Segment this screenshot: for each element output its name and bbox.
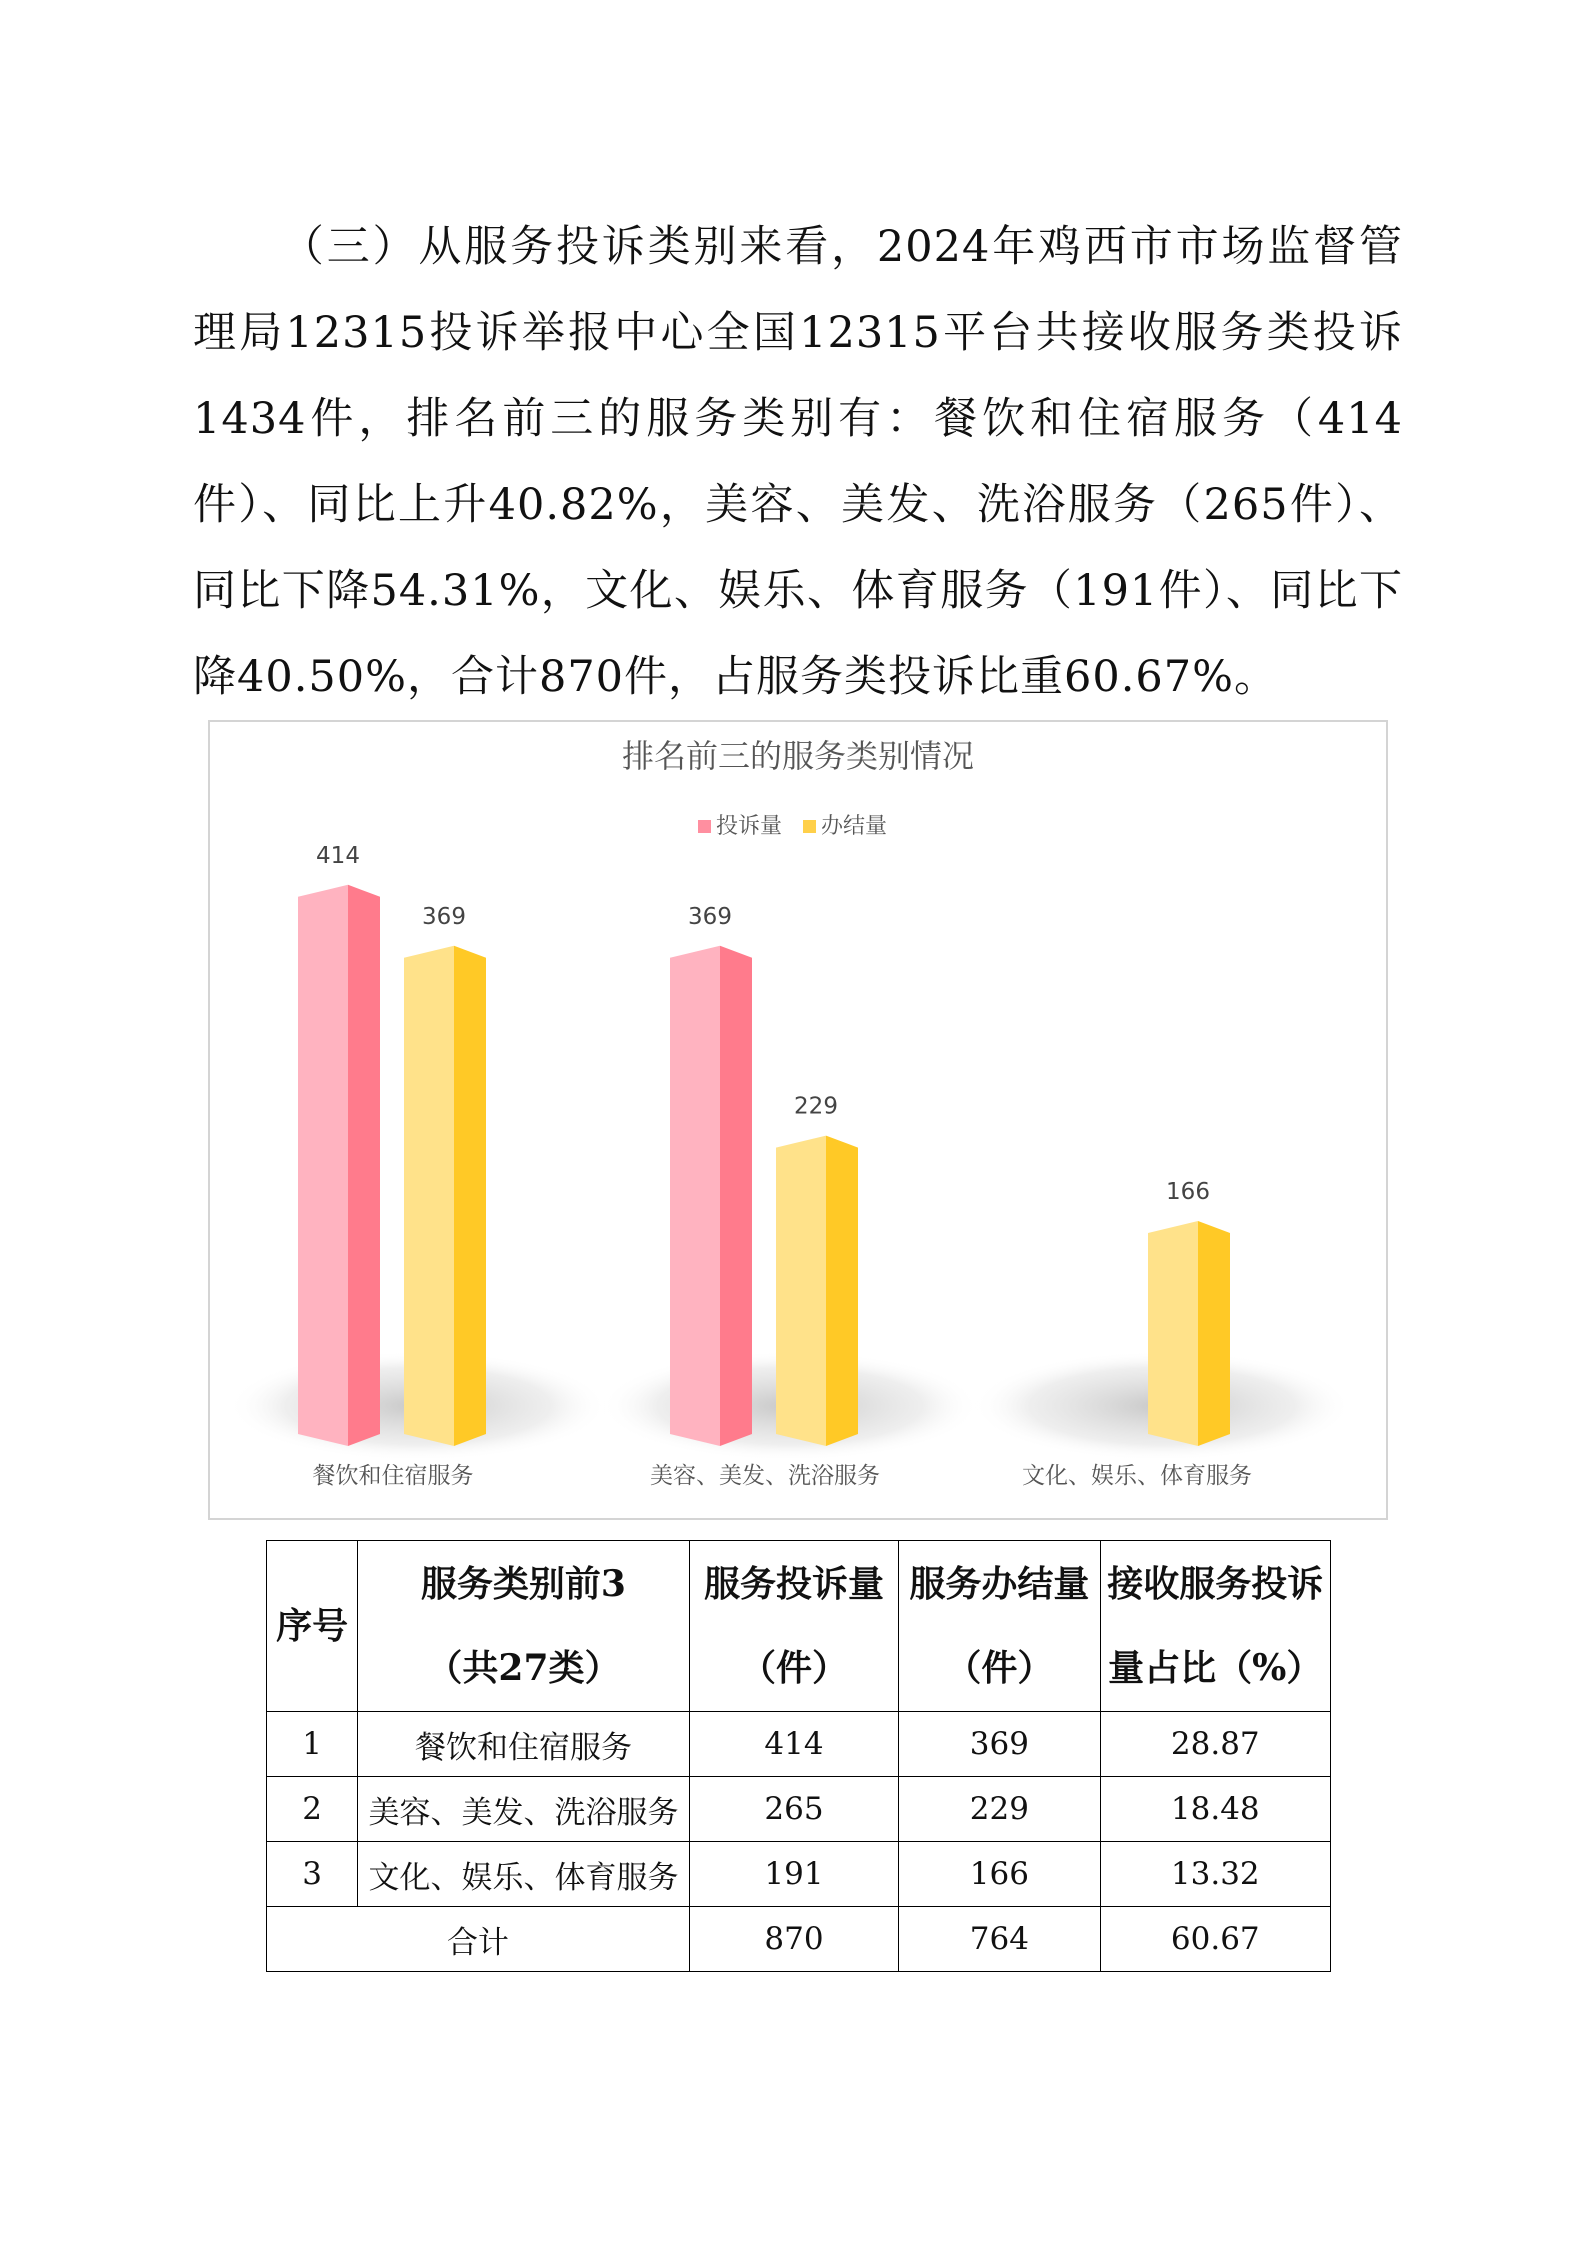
cell-total-complaints: 870 bbox=[689, 1907, 898, 1972]
table-total-row bbox=[267, 1907, 1331, 1972]
cell-index: 2 bbox=[267, 1777, 358, 1842]
category-label: 文化、娱乐、体育服务 bbox=[1022, 1463, 1252, 1489]
bar-side bbox=[454, 946, 486, 1446]
legend-swatch-handled bbox=[803, 820, 816, 833]
chart-legend bbox=[698, 814, 887, 839]
bar-side bbox=[720, 946, 752, 1446]
bar-side bbox=[826, 1136, 858, 1446]
cell-category: 文化、娱乐、体育服务 bbox=[358, 1842, 690, 1907]
cell-share: 13.32 bbox=[1100, 1842, 1330, 1907]
cell-complaints: 414 bbox=[689, 1712, 898, 1777]
cell-share: 28.87 bbox=[1100, 1712, 1330, 1777]
header-share: 接收服务投诉 量占比（%） bbox=[1100, 1541, 1330, 1712]
cell-handled: 229 bbox=[899, 1777, 1100, 1842]
data-label: 414 bbox=[316, 842, 360, 869]
cell-index: 1 bbox=[267, 1712, 358, 1777]
bar-side bbox=[348, 885, 380, 1446]
data-label: 369 bbox=[688, 903, 732, 930]
table-header-row bbox=[267, 1541, 1331, 1712]
bar-front bbox=[404, 946, 454, 1446]
bar-front bbox=[776, 1136, 826, 1446]
legend-label-handled: 办结量 bbox=[821, 814, 888, 839]
table-row bbox=[267, 1777, 1331, 1842]
paragraph-text: （三）从服务投诉类别来看，2024年鸡西市市场监督管理局12315投诉举报中心全国12315平台共接收服务类投诉1434件，排名前三的服务类别有：餐饮和住宿服务（414件）、同比上升40.82%，美容、美发、洗浴服务（265件）、同比下降54.31%，文化、娱乐、体育服务（191件）、同比下降40.50%，合计870件，占服务类投诉比重60.67%。 bbox=[193, 222, 1403, 702]
data-label: 229 bbox=[794, 1093, 838, 1120]
cell-handled: 166 bbox=[899, 1842, 1100, 1907]
cell-index: 3 bbox=[267, 1842, 358, 1907]
header-complaints: 服务投诉量 （件） bbox=[689, 1541, 898, 1712]
bar-front bbox=[670, 946, 720, 1446]
category-label: 餐饮和住宿服务 bbox=[312, 1463, 474, 1489]
cell-complaints: 191 bbox=[689, 1842, 898, 1907]
cell-handled: 369 bbox=[899, 1712, 1100, 1777]
table-row bbox=[267, 1712, 1331, 1777]
chart-container bbox=[208, 720, 1388, 1520]
legend-label-complaints: 投诉量 bbox=[716, 814, 783, 839]
body-paragraph bbox=[193, 204, 1403, 720]
bar-front bbox=[1148, 1221, 1198, 1446]
category-label: 美容、美发、洗浴服务 bbox=[650, 1463, 880, 1489]
legend-swatch-complaints bbox=[698, 820, 711, 833]
cell-share: 18.48 bbox=[1100, 1777, 1330, 1842]
plot-area bbox=[228, 843, 1352, 1489]
cell-category: 美容、美发、洗浴服务 bbox=[358, 1777, 690, 1842]
header-index: 序号 bbox=[267, 1541, 358, 1712]
header-category: 服务类别前3 （共27类） bbox=[358, 1541, 690, 1712]
bar-side bbox=[1198, 1221, 1230, 1446]
cell-category: 餐饮和住宿服务 bbox=[358, 1712, 690, 1777]
bar-chart bbox=[210, 722, 1386, 1518]
bar-front bbox=[298, 885, 348, 1446]
chart-title: 排名前三的服务类别情况 bbox=[621, 737, 975, 775]
table-row bbox=[267, 1842, 1331, 1907]
data-label: 369 bbox=[422, 903, 466, 930]
summary-table bbox=[266, 1540, 1331, 1972]
header-handled: 服务办结量 （件） bbox=[899, 1541, 1100, 1712]
data-label: 166 bbox=[1166, 1178, 1210, 1205]
cell-total-handled: 764 bbox=[899, 1907, 1100, 1972]
cell-total-label: 合计 bbox=[267, 1907, 690, 1972]
cell-complaints: 265 bbox=[689, 1777, 898, 1842]
cell-total-share: 60.67 bbox=[1100, 1907, 1330, 1972]
